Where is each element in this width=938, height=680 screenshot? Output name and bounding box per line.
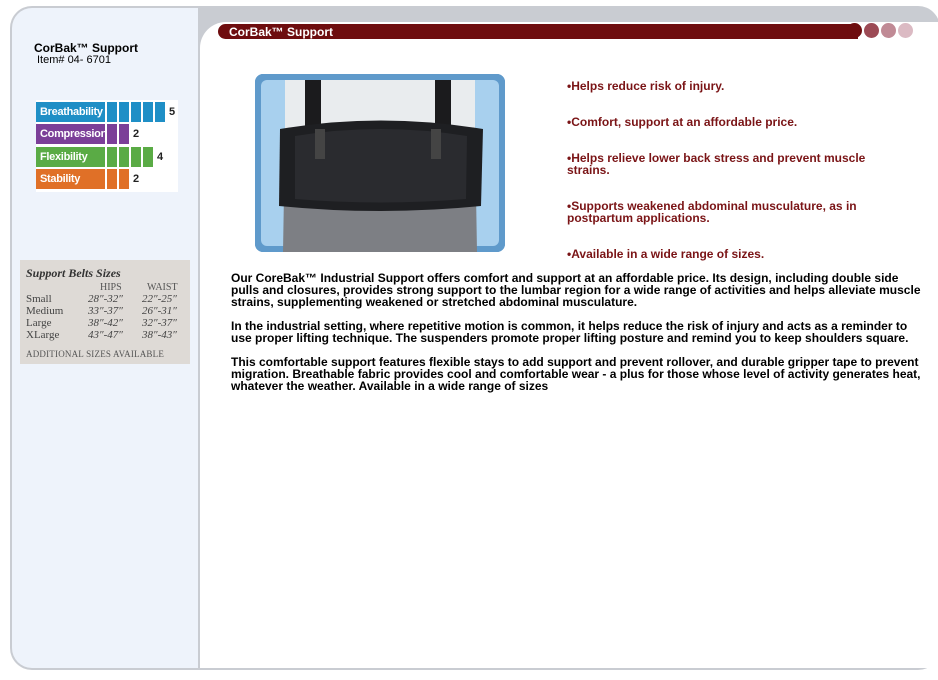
size-chart <box>20 260 190 364</box>
rating-segment <box>107 147 117 167</box>
rating-segment <box>107 169 117 189</box>
rating-segment <box>131 147 141 167</box>
size-chart-title: Support Belts Sizes <box>26 266 121 280</box>
description-paragraph: Our CoreBak™ Industrial Support offers comfort and support at an affordable price. Its design, including double side pulls and closures, provides strong support to the lumbar region for a wide range of activities and helps alleviate muscle strains, supplementing weakened or stretched abdominal musculature. <box>231 271 921 309</box>
header-bar <box>218 24 858 39</box>
size-name: Small <box>26 293 52 305</box>
rating-row-flexibility <box>36 147 163 167</box>
item-number: Item# 04- 6701 <box>37 54 111 66</box>
description-paragraph: In the industrial setting, where repetitive motion is common, it helps reduce the risk of injury and acts as a reminder to use proper lifting technique. The suspenders promote proper lifting posture and remind you to keep shoulders square. <box>231 319 909 345</box>
header-title: CorBak™ Support <box>229 25 334 39</box>
rating-segment <box>107 124 117 144</box>
hips-header: HIPS <box>100 282 122 293</box>
size-hips: 28″-32″ <box>88 293 123 305</box>
rating-segment <box>119 169 129 189</box>
description-paragraph: This comfortable support features flexible stays to add support and prevent rollover, and durable gripper tape to prevent migration. Breathable fabric provides cool and comfortable wear - a plus for those whose level of activity generates heat, whatever the weather. Available in a wide range of sizes <box>231 355 921 393</box>
rating-value: 4 <box>157 151 164 163</box>
rating-row-breathability <box>36 102 175 122</box>
size-row <box>26 305 186 317</box>
benefit-bullet: •Available in a wide range of sizes. <box>567 247 765 261</box>
rating-segment <box>131 102 141 122</box>
size-hips: 38″-42″ <box>88 317 123 329</box>
size-hips: 43″-47″ <box>88 329 123 341</box>
header-dot <box>898 23 913 38</box>
size-hips: 33″-37″ <box>88 305 123 317</box>
header-dot <box>881 23 896 38</box>
size-waist: 32″-37″ <box>142 317 177 329</box>
back-support-image <box>255 74 505 252</box>
rating-value: 5 <box>169 106 176 118</box>
benefit-bullet: •Comfort, support at an affordable price. <box>567 115 798 129</box>
product-title: CorBak™ Support <box>34 41 139 55</box>
rating-segment <box>143 102 153 122</box>
rating-segment <box>155 102 165 122</box>
sizes-note: ADDITIONAL SIZES AVAILABLE <box>26 349 165 359</box>
rating-value: 2 <box>133 128 140 140</box>
rating-segment <box>119 102 129 122</box>
ratings-chart <box>36 100 178 192</box>
rating-label: Compression <box>36 124 105 144</box>
rating-segment <box>143 147 153 167</box>
benefit-bullet: •Helps reduce risk of injury. <box>567 79 725 93</box>
rating-row-stability <box>36 169 139 189</box>
size-waist: 26″-31″ <box>142 305 177 317</box>
rating-row-compression <box>36 124 139 144</box>
header-dot <box>847 23 862 38</box>
rating-label: Breathability <box>36 102 105 122</box>
size-row <box>26 293 186 305</box>
size-name: Medium <box>26 305 64 317</box>
product-photo <box>255 74 505 252</box>
waist-header: WAIST <box>147 282 178 293</box>
benefit-bullet: •Supports weakened abdominal musculature, as in postpartum applications. <box>567 199 857 225</box>
size-name: XLarge <box>26 329 60 341</box>
size-waist: 22″-25″ <box>142 293 177 305</box>
rating-value: 2 <box>133 173 140 185</box>
benefit-bullet: •Helps relieve lower back stress and prevent muscle strains. <box>567 151 866 177</box>
header-dot <box>864 23 879 38</box>
rating-label: Flexibility <box>36 147 105 167</box>
size-waist: 38″-43″ <box>142 329 177 341</box>
size-row <box>26 329 186 341</box>
rating-label: Stability <box>36 169 105 189</box>
size-row <box>26 317 186 329</box>
rating-segment <box>119 124 129 144</box>
rating-segment <box>119 147 129 167</box>
size-name: Large <box>26 317 52 329</box>
rating-segment <box>107 102 117 122</box>
